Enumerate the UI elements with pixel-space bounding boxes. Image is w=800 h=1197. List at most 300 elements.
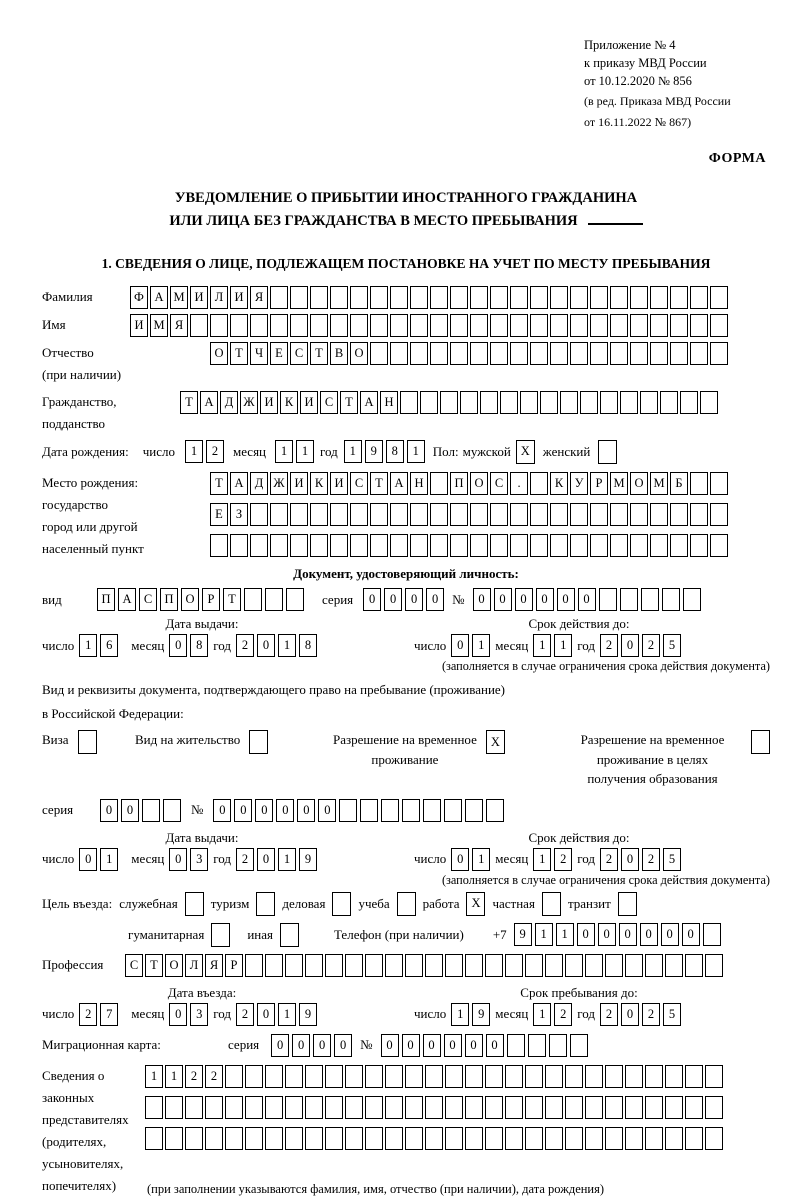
char-cell[interactable] bbox=[265, 1096, 283, 1119]
char-cell[interactable] bbox=[465, 1065, 483, 1088]
char-cell[interactable] bbox=[460, 391, 478, 414]
char-cell[interactable] bbox=[400, 391, 418, 414]
char-cell[interactable]: 1 bbox=[407, 440, 425, 463]
char-cell[interactable] bbox=[525, 1096, 543, 1119]
char-cell[interactable] bbox=[550, 314, 568, 337]
char-cell[interactable]: 0 bbox=[515, 588, 533, 611]
char-cell[interactable] bbox=[410, 534, 428, 557]
char-cell[interactable] bbox=[610, 342, 628, 365]
char-cell[interactable]: А bbox=[390, 472, 408, 495]
char-cell[interactable] bbox=[645, 1065, 663, 1088]
char-cell[interactable]: 1 bbox=[278, 848, 296, 871]
char-cell[interactable] bbox=[230, 534, 248, 557]
char-cell[interactable]: Ж bbox=[240, 391, 258, 414]
char-cell[interactable]: 8 bbox=[299, 634, 317, 657]
char-cell[interactable] bbox=[710, 286, 728, 309]
char-cell[interactable]: 0 bbox=[169, 848, 187, 871]
char-cell[interactable]: 1 bbox=[296, 440, 314, 463]
char-cell[interactable] bbox=[350, 503, 368, 526]
char-cell[interactable] bbox=[370, 342, 388, 365]
char-cell[interactable]: 2 bbox=[205, 1065, 223, 1088]
char-cell[interactable] bbox=[385, 1127, 403, 1150]
char-cell[interactable] bbox=[585, 954, 603, 977]
char-cell[interactable] bbox=[285, 954, 303, 977]
char-cell[interactable] bbox=[565, 1065, 583, 1088]
char-cell[interactable] bbox=[645, 1127, 663, 1150]
char-cell[interactable]: С bbox=[490, 472, 508, 495]
char-cell[interactable]: 0 bbox=[292, 1034, 310, 1057]
char-cell[interactable] bbox=[423, 799, 441, 822]
char-cell[interactable] bbox=[350, 534, 368, 557]
char-cell[interactable]: С bbox=[125, 954, 143, 977]
char-cell[interactable]: М bbox=[170, 286, 188, 309]
char-cell[interactable]: 2 bbox=[236, 1003, 254, 1026]
char-cell[interactable] bbox=[550, 342, 568, 365]
char-cell[interactable]: Т bbox=[370, 472, 388, 495]
char-cell[interactable] bbox=[465, 954, 483, 977]
char-cell[interactable]: О bbox=[210, 342, 228, 365]
char-cell[interactable]: 9 bbox=[299, 848, 317, 871]
char-cell[interactable] bbox=[145, 1096, 163, 1119]
char-cell[interactable] bbox=[465, 1096, 483, 1119]
char-cell[interactable] bbox=[705, 954, 723, 977]
char-cell[interactable] bbox=[430, 534, 448, 557]
char-cell[interactable]: Т bbox=[180, 391, 198, 414]
checkbox-temp-residence[interactable]: X bbox=[486, 730, 505, 754]
char-cell[interactable]: 0 bbox=[451, 848, 469, 871]
char-cell[interactable] bbox=[310, 286, 328, 309]
char-cell[interactable] bbox=[142, 799, 160, 822]
char-cell[interactable]: 0 bbox=[621, 1003, 639, 1026]
char-cell[interactable]: 1 bbox=[185, 440, 203, 463]
char-cell[interactable]: М bbox=[610, 472, 628, 495]
char-cell[interactable] bbox=[450, 503, 468, 526]
char-cell[interactable] bbox=[540, 391, 558, 414]
char-cell[interactable]: С bbox=[320, 391, 338, 414]
char-cell[interactable]: 2 bbox=[236, 634, 254, 657]
char-cell[interactable] bbox=[230, 314, 248, 337]
char-cell[interactable]: 1 bbox=[533, 1003, 551, 1026]
char-cell[interactable] bbox=[225, 1065, 243, 1088]
char-cell[interactable] bbox=[645, 954, 663, 977]
char-cell[interactable] bbox=[210, 534, 228, 557]
char-cell[interactable] bbox=[330, 286, 348, 309]
char-cell[interactable]: А bbox=[360, 391, 378, 414]
char-cell[interactable] bbox=[710, 534, 728, 557]
char-cell[interactable]: 1 bbox=[554, 634, 572, 657]
char-cell[interactable] bbox=[565, 1127, 583, 1150]
char-cell[interactable] bbox=[470, 286, 488, 309]
char-cell[interactable] bbox=[245, 954, 263, 977]
char-cell[interactable] bbox=[530, 503, 548, 526]
checkbox-female[interactable] bbox=[598, 440, 617, 464]
char-cell[interactable]: 0 bbox=[255, 799, 273, 822]
char-cell[interactable]: 0 bbox=[619, 923, 637, 946]
char-cell[interactable] bbox=[270, 314, 288, 337]
char-cell[interactable]: А bbox=[200, 391, 218, 414]
char-cell[interactable] bbox=[605, 1065, 623, 1088]
char-cell[interactable] bbox=[662, 588, 680, 611]
char-cell[interactable] bbox=[590, 314, 608, 337]
char-cell[interactable] bbox=[650, 503, 668, 526]
char-cell[interactable]: 8 bbox=[190, 634, 208, 657]
char-cell[interactable]: 2 bbox=[79, 1003, 97, 1026]
char-cell[interactable] bbox=[225, 1127, 243, 1150]
char-cell[interactable] bbox=[610, 286, 628, 309]
char-cell[interactable]: И bbox=[230, 286, 248, 309]
char-cell[interactable] bbox=[305, 1065, 323, 1088]
char-cell[interactable] bbox=[350, 286, 368, 309]
char-cell[interactable] bbox=[430, 472, 448, 495]
char-cell[interactable]: К bbox=[550, 472, 568, 495]
char-cell[interactable] bbox=[710, 472, 728, 495]
char-cell[interactable] bbox=[605, 1096, 623, 1119]
char-cell[interactable]: 0 bbox=[121, 799, 139, 822]
char-cell[interactable]: 1 bbox=[79, 634, 97, 657]
char-cell[interactable] bbox=[650, 314, 668, 337]
char-cell[interactable] bbox=[505, 1096, 523, 1119]
char-cell[interactable] bbox=[590, 286, 608, 309]
char-cell[interactable] bbox=[510, 314, 528, 337]
char-cell[interactable]: С bbox=[290, 342, 308, 365]
char-cell[interactable] bbox=[450, 314, 468, 337]
char-cell[interactable] bbox=[690, 286, 708, 309]
char-cell[interactable]: Т bbox=[310, 342, 328, 365]
char-cell[interactable] bbox=[680, 391, 698, 414]
char-cell[interactable] bbox=[250, 534, 268, 557]
char-cell[interactable] bbox=[585, 1096, 603, 1119]
char-cell[interactable]: 0 bbox=[257, 634, 275, 657]
char-cell[interactable]: Л bbox=[210, 286, 228, 309]
char-cell[interactable]: 0 bbox=[363, 588, 381, 611]
char-cell[interactable] bbox=[365, 1096, 383, 1119]
char-cell[interactable] bbox=[599, 588, 617, 611]
char-cell[interactable] bbox=[470, 534, 488, 557]
char-cell[interactable]: 0 bbox=[257, 1003, 275, 1026]
char-cell[interactable]: 1 bbox=[451, 1003, 469, 1026]
char-cell[interactable] bbox=[683, 588, 701, 611]
char-cell[interactable]: 0 bbox=[451, 634, 469, 657]
char-cell[interactable] bbox=[245, 1096, 263, 1119]
char-cell[interactable]: 0 bbox=[486, 1034, 504, 1057]
char-cell[interactable]: П bbox=[97, 588, 115, 611]
char-cell[interactable]: Р bbox=[590, 472, 608, 495]
char-cell[interactable]: Д bbox=[250, 472, 268, 495]
char-cell[interactable] bbox=[165, 1127, 183, 1150]
char-cell[interactable] bbox=[265, 954, 283, 977]
char-cell[interactable] bbox=[390, 314, 408, 337]
char-cell[interactable]: 0 bbox=[621, 848, 639, 871]
char-cell[interactable] bbox=[440, 391, 458, 414]
char-cell[interactable]: 0 bbox=[381, 1034, 399, 1057]
char-cell[interactable]: 0 bbox=[402, 1034, 420, 1057]
char-cell[interactable] bbox=[545, 1127, 563, 1150]
char-cell[interactable] bbox=[365, 1065, 383, 1088]
char-cell[interactable] bbox=[325, 1096, 343, 1119]
char-cell[interactable]: 9 bbox=[299, 1003, 317, 1026]
char-cell[interactable]: 1 bbox=[556, 923, 574, 946]
checkbox-purpose-study[interactable] bbox=[397, 892, 416, 916]
char-cell[interactable] bbox=[530, 286, 548, 309]
char-cell[interactable] bbox=[390, 503, 408, 526]
char-cell[interactable] bbox=[570, 1034, 588, 1057]
char-cell[interactable] bbox=[685, 1127, 703, 1150]
char-cell[interactable] bbox=[405, 1065, 423, 1088]
char-cell[interactable] bbox=[505, 954, 523, 977]
char-cell[interactable] bbox=[450, 342, 468, 365]
char-cell[interactable]: Ч bbox=[250, 342, 268, 365]
char-cell[interactable] bbox=[310, 534, 328, 557]
char-cell[interactable] bbox=[190, 314, 208, 337]
char-cell[interactable] bbox=[370, 534, 388, 557]
char-cell[interactable]: 0 bbox=[169, 634, 187, 657]
char-cell[interactable] bbox=[465, 1127, 483, 1150]
char-cell[interactable] bbox=[244, 588, 262, 611]
char-cell[interactable] bbox=[465, 799, 483, 822]
char-cell[interactable] bbox=[385, 1065, 403, 1088]
char-cell[interactable]: 0 bbox=[536, 588, 554, 611]
char-cell[interactable] bbox=[270, 503, 288, 526]
char-cell[interactable] bbox=[640, 391, 658, 414]
char-cell[interactable]: 0 bbox=[682, 923, 700, 946]
char-cell[interactable] bbox=[490, 342, 508, 365]
char-cell[interactable]: И bbox=[190, 286, 208, 309]
char-cell[interactable] bbox=[445, 954, 463, 977]
char-cell[interactable] bbox=[570, 314, 588, 337]
char-cell[interactable]: Я bbox=[205, 954, 223, 977]
char-cell[interactable] bbox=[620, 391, 638, 414]
char-cell[interactable]: К bbox=[310, 472, 328, 495]
char-cell[interactable]: 0 bbox=[318, 799, 336, 822]
char-cell[interactable]: Т bbox=[223, 588, 241, 611]
char-cell[interactable]: 1 bbox=[278, 634, 296, 657]
char-cell[interactable] bbox=[545, 954, 563, 977]
char-cell[interactable] bbox=[670, 286, 688, 309]
char-cell[interactable]: О bbox=[470, 472, 488, 495]
char-cell[interactable]: 0 bbox=[384, 588, 402, 611]
char-cell[interactable]: 1 bbox=[472, 634, 490, 657]
char-cell[interactable]: 0 bbox=[598, 923, 616, 946]
char-cell[interactable]: А bbox=[150, 286, 168, 309]
char-cell[interactable]: И bbox=[290, 472, 308, 495]
char-cell[interactable]: 0 bbox=[577, 923, 595, 946]
char-cell[interactable]: 0 bbox=[169, 1003, 187, 1026]
char-cell[interactable] bbox=[510, 534, 528, 557]
char-cell[interactable]: 0 bbox=[661, 923, 679, 946]
char-cell[interactable] bbox=[690, 342, 708, 365]
char-cell[interactable] bbox=[490, 314, 508, 337]
char-cell[interactable]: А bbox=[230, 472, 248, 495]
char-cell[interactable] bbox=[641, 588, 659, 611]
char-cell[interactable] bbox=[650, 534, 668, 557]
char-cell[interactable] bbox=[285, 1127, 303, 1150]
char-cell[interactable]: 3 bbox=[190, 1003, 208, 1026]
char-cell[interactable] bbox=[565, 1096, 583, 1119]
char-cell[interactable] bbox=[290, 503, 308, 526]
char-cell[interactable] bbox=[163, 799, 181, 822]
char-cell[interactable]: 0 bbox=[257, 848, 275, 871]
char-cell[interactable] bbox=[445, 1127, 463, 1150]
char-cell[interactable] bbox=[630, 342, 648, 365]
char-cell[interactable]: 2 bbox=[600, 1003, 618, 1026]
char-cell[interactable]: 0 bbox=[621, 634, 639, 657]
char-cell[interactable] bbox=[565, 954, 583, 977]
char-cell[interactable] bbox=[710, 314, 728, 337]
char-cell[interactable]: 2 bbox=[600, 848, 618, 871]
char-cell[interactable]: Ф bbox=[130, 286, 148, 309]
char-cell[interactable]: 1 bbox=[533, 634, 551, 657]
char-cell[interactable] bbox=[470, 342, 488, 365]
char-cell[interactable]: Ж bbox=[270, 472, 288, 495]
char-cell[interactable] bbox=[600, 391, 618, 414]
char-cell[interactable] bbox=[270, 286, 288, 309]
char-cell[interactable] bbox=[450, 534, 468, 557]
char-cell[interactable] bbox=[345, 1065, 363, 1088]
char-cell[interactable] bbox=[545, 1096, 563, 1119]
char-cell[interactable] bbox=[530, 314, 548, 337]
char-cell[interactable] bbox=[630, 534, 648, 557]
char-cell[interactable] bbox=[325, 1127, 343, 1150]
char-cell[interactable]: 0 bbox=[234, 799, 252, 822]
char-cell[interactable] bbox=[445, 1096, 463, 1119]
char-cell[interactable]: Р bbox=[202, 588, 220, 611]
char-cell[interactable] bbox=[305, 954, 323, 977]
char-cell[interactable]: Р bbox=[225, 954, 243, 977]
char-cell[interactable] bbox=[570, 342, 588, 365]
char-cell[interactable] bbox=[390, 342, 408, 365]
char-cell[interactable]: 9 bbox=[514, 923, 532, 946]
char-cell[interactable] bbox=[330, 314, 348, 337]
char-cell[interactable] bbox=[685, 954, 703, 977]
checkbox-purpose-transit[interactable] bbox=[618, 892, 637, 916]
char-cell[interactable]: 7 bbox=[100, 1003, 118, 1026]
char-cell[interactable] bbox=[405, 1096, 423, 1119]
char-cell[interactable] bbox=[310, 503, 328, 526]
char-cell[interactable]: 1 bbox=[165, 1065, 183, 1088]
char-cell[interactable]: Я bbox=[170, 314, 188, 337]
char-cell[interactable]: 0 bbox=[444, 1034, 462, 1057]
char-cell[interactable] bbox=[410, 342, 428, 365]
char-cell[interactable] bbox=[620, 588, 638, 611]
char-cell[interactable] bbox=[530, 534, 548, 557]
char-cell[interactable] bbox=[390, 286, 408, 309]
char-cell[interactable] bbox=[290, 534, 308, 557]
char-cell[interactable] bbox=[265, 1127, 283, 1150]
char-cell[interactable]: 2 bbox=[554, 848, 572, 871]
char-cell[interactable] bbox=[490, 286, 508, 309]
char-cell[interactable]: С bbox=[350, 472, 368, 495]
char-cell[interactable] bbox=[185, 1127, 203, 1150]
char-cell[interactable]: 0 bbox=[578, 588, 596, 611]
char-cell[interactable]: 0 bbox=[213, 799, 231, 822]
char-cell[interactable]: Н bbox=[410, 472, 428, 495]
char-cell[interactable]: П bbox=[450, 472, 468, 495]
char-cell[interactable]: З bbox=[230, 503, 248, 526]
char-cell[interactable] bbox=[625, 1065, 643, 1088]
char-cell[interactable] bbox=[430, 314, 448, 337]
char-cell[interactable] bbox=[490, 534, 508, 557]
char-cell[interactable]: И bbox=[260, 391, 278, 414]
char-cell[interactable] bbox=[645, 1096, 663, 1119]
char-cell[interactable] bbox=[444, 799, 462, 822]
char-cell[interactable] bbox=[365, 1127, 383, 1150]
char-cell[interactable] bbox=[345, 954, 363, 977]
char-cell[interactable] bbox=[250, 314, 268, 337]
checkbox-residence-permit[interactable] bbox=[249, 730, 268, 754]
char-cell[interactable] bbox=[330, 503, 348, 526]
char-cell[interactable] bbox=[705, 1127, 723, 1150]
char-cell[interactable] bbox=[325, 1065, 343, 1088]
char-cell[interactable] bbox=[585, 1065, 603, 1088]
char-cell[interactable]: О bbox=[181, 588, 199, 611]
char-cell[interactable] bbox=[670, 534, 688, 557]
char-cell[interactable] bbox=[425, 1096, 443, 1119]
char-cell[interactable] bbox=[690, 503, 708, 526]
char-cell[interactable]: 2 bbox=[642, 1003, 660, 1026]
char-cell[interactable] bbox=[365, 954, 383, 977]
char-cell[interactable] bbox=[410, 314, 428, 337]
char-cell[interactable] bbox=[660, 391, 678, 414]
char-cell[interactable]: У bbox=[570, 472, 588, 495]
char-cell[interactable] bbox=[665, 1096, 683, 1119]
char-cell[interactable] bbox=[405, 1127, 423, 1150]
char-cell[interactable] bbox=[480, 391, 498, 414]
char-cell[interactable]: 3 bbox=[190, 848, 208, 871]
char-cell[interactable]: Т bbox=[145, 954, 163, 977]
char-cell[interactable]: 6 bbox=[100, 634, 118, 657]
char-cell[interactable] bbox=[370, 314, 388, 337]
checkbox-purpose-humanitarian[interactable] bbox=[211, 923, 230, 947]
char-cell[interactable] bbox=[630, 314, 648, 337]
checkbox-temp-residence-education[interactable] bbox=[751, 730, 770, 754]
char-cell[interactable] bbox=[485, 954, 503, 977]
char-cell[interactable]: 9 bbox=[365, 440, 383, 463]
char-cell[interactable] bbox=[665, 954, 683, 977]
char-cell[interactable]: А bbox=[118, 588, 136, 611]
char-cell[interactable]: К bbox=[280, 391, 298, 414]
char-cell[interactable] bbox=[485, 1096, 503, 1119]
char-cell[interactable] bbox=[525, 1065, 543, 1088]
char-cell[interactable]: 1 bbox=[533, 848, 551, 871]
char-cell[interactable] bbox=[290, 286, 308, 309]
char-cell[interactable] bbox=[705, 1096, 723, 1119]
char-cell[interactable]: 1 bbox=[100, 848, 118, 871]
char-cell[interactable] bbox=[286, 588, 304, 611]
char-cell[interactable]: И bbox=[300, 391, 318, 414]
char-cell[interactable] bbox=[528, 1034, 546, 1057]
char-cell[interactable] bbox=[500, 391, 518, 414]
char-cell[interactable]: М bbox=[150, 314, 168, 337]
char-cell[interactable] bbox=[485, 1127, 503, 1150]
char-cell[interactable] bbox=[665, 1127, 683, 1150]
char-cell[interactable]: О bbox=[165, 954, 183, 977]
char-cell[interactable] bbox=[270, 534, 288, 557]
char-cell[interactable] bbox=[525, 1127, 543, 1150]
char-cell[interactable] bbox=[145, 1127, 163, 1150]
checkbox-purpose-private[interactable] bbox=[542, 892, 561, 916]
char-cell[interactable] bbox=[225, 1096, 243, 1119]
checkbox-purpose-work[interactable]: X bbox=[466, 892, 485, 916]
char-cell[interactable] bbox=[703, 923, 721, 946]
char-cell[interactable]: О bbox=[630, 472, 648, 495]
char-cell[interactable] bbox=[339, 799, 357, 822]
char-cell[interactable] bbox=[530, 342, 548, 365]
char-cell[interactable]: И bbox=[330, 472, 348, 495]
char-cell[interactable]: 1 bbox=[278, 1003, 296, 1026]
checkbox-purpose-business[interactable] bbox=[185, 892, 204, 916]
char-cell[interactable] bbox=[430, 503, 448, 526]
char-cell[interactable] bbox=[245, 1065, 263, 1088]
